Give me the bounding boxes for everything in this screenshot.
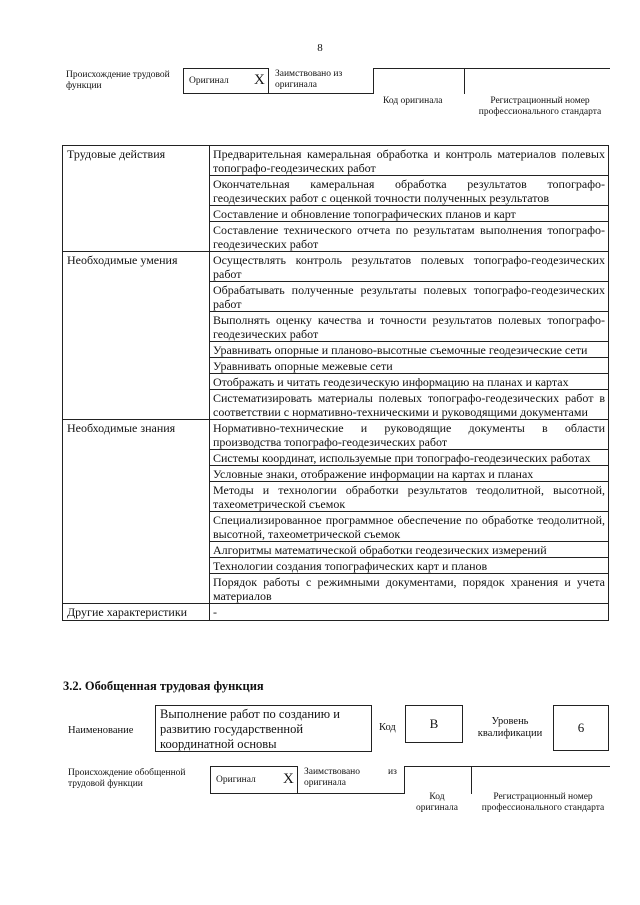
- row-item: Выполнять оценку качества и точности результатов полевых топографо-геодезических работ: [210, 312, 609, 342]
- row-item: Предварительная камеральная обработка и контроль материалов полевых топографо-геодезических работ: [210, 146, 609, 176]
- row-item: Алгоритмы математической обработки геодезических измерений: [210, 542, 609, 558]
- divider: [269, 93, 373, 94]
- row-item: Составление технического отчета по результатам выполнения топографо-геодезических работ: [210, 222, 609, 252]
- row-category: Необходимые умения: [63, 252, 210, 420]
- labor-function-table: [62, 145, 609, 621]
- row-item: Осуществлять контроль результатов полевых топографо-геодезических работ: [210, 252, 609, 282]
- x-mark: X: [283, 771, 294, 787]
- code-caption: Код оригинала: [416, 792, 458, 813]
- origin-label: Происхождение трудовой функции: [66, 70, 170, 91]
- original-cell: [210, 766, 298, 794]
- row-item: -: [210, 604, 609, 621]
- table-row: [63, 420, 609, 450]
- row-item: Составление и обновление топографических планов и карт: [210, 206, 609, 222]
- row-item: Уравнивать опорные и планово-высотные съемочные геодезические сети: [210, 342, 609, 358]
- row-item: Уравнивать опорные межевые сети: [210, 358, 609, 374]
- divider: [404, 766, 610, 767]
- row-item: Условные знаки, отображение информации на картах и планах: [210, 466, 609, 482]
- section-heading: 3.2. Обобщенная трудовая функция: [63, 679, 264, 693]
- row-item: Системы координат, используемые при топографо-геодезических работах: [210, 450, 609, 466]
- iz-label: из: [388, 767, 397, 777]
- reg-caption: Регистрационный номер профессионального стандарта: [478, 96, 602, 117]
- row-category: Другие характеристики: [63, 604, 210, 621]
- row-item: Методы и технологии обработки результатов теодолитной, высотной, тахеометрической съемок: [210, 482, 609, 512]
- original-label: Оригинал: [189, 76, 229, 86]
- reg-caption: Регистрационный номер профессионального стандарта: [481, 792, 605, 813]
- divider: [373, 68, 610, 69]
- divider: [298, 793, 404, 794]
- row-item: Отображать и читать геодезическую информацию на планах и картах: [210, 374, 609, 390]
- function-name: Выполнение работ по созданию и развитию государственной координатной основы: [155, 705, 372, 752]
- row-item: Специализированное программное обеспечение по обработке теодолитной, высотной, тахеометрической съемок: [210, 512, 609, 542]
- borrowed-label: Заимствовано из оригинала: [275, 69, 343, 90]
- origin-label: Происхождение обобщенной трудовой функции: [68, 768, 186, 789]
- divider: [471, 766, 472, 794]
- divider: [373, 68, 374, 94]
- level-label: Уровень квалификации: [477, 716, 543, 739]
- table-row: [63, 252, 609, 282]
- divider: [404, 766, 405, 794]
- code-caption: Код оригинала: [383, 96, 443, 106]
- divider: [464, 68, 465, 94]
- original-label: Оригинал: [216, 775, 256, 785]
- row-category: Трудовые действия: [63, 146, 210, 252]
- borrowed-label: Заимствовано: [304, 767, 361, 777]
- table-row: [63, 146, 609, 176]
- row-item: Систематизировать материалы полевых топографо-геодезических работ в соответствии с нормативно-техническими и руководящими документами: [210, 390, 609, 420]
- table-row: [63, 604, 609, 621]
- row-item: Обрабатывать полученные результаты полевых топографо-геодезических работ: [210, 282, 609, 312]
- page-number: 8: [317, 42, 323, 54]
- row-item: Нормативно-технические и руководящие документы в области производства топографо-геодезических работ: [210, 420, 609, 450]
- level-value: 6: [553, 705, 609, 751]
- row-item: Технологии создания топографических карт и планов: [210, 558, 609, 574]
- code-label: Код: [379, 722, 396, 733]
- original-cell: [183, 68, 269, 94]
- name-label: Наименование: [68, 725, 134, 736]
- row-item: Окончательная камеральная обработка результатов топографо-геодезических работ с оценкой точности полученных результатов: [210, 176, 609, 206]
- borrowed-label-2: оригинала: [304, 778, 346, 788]
- code-value: B: [405, 705, 463, 743]
- row-item: Порядок работы с режимными документами, порядок хранения и учета материалов: [210, 574, 609, 604]
- x-mark: X: [254, 72, 265, 88]
- row-category: Необходимые знания: [63, 420, 210, 604]
